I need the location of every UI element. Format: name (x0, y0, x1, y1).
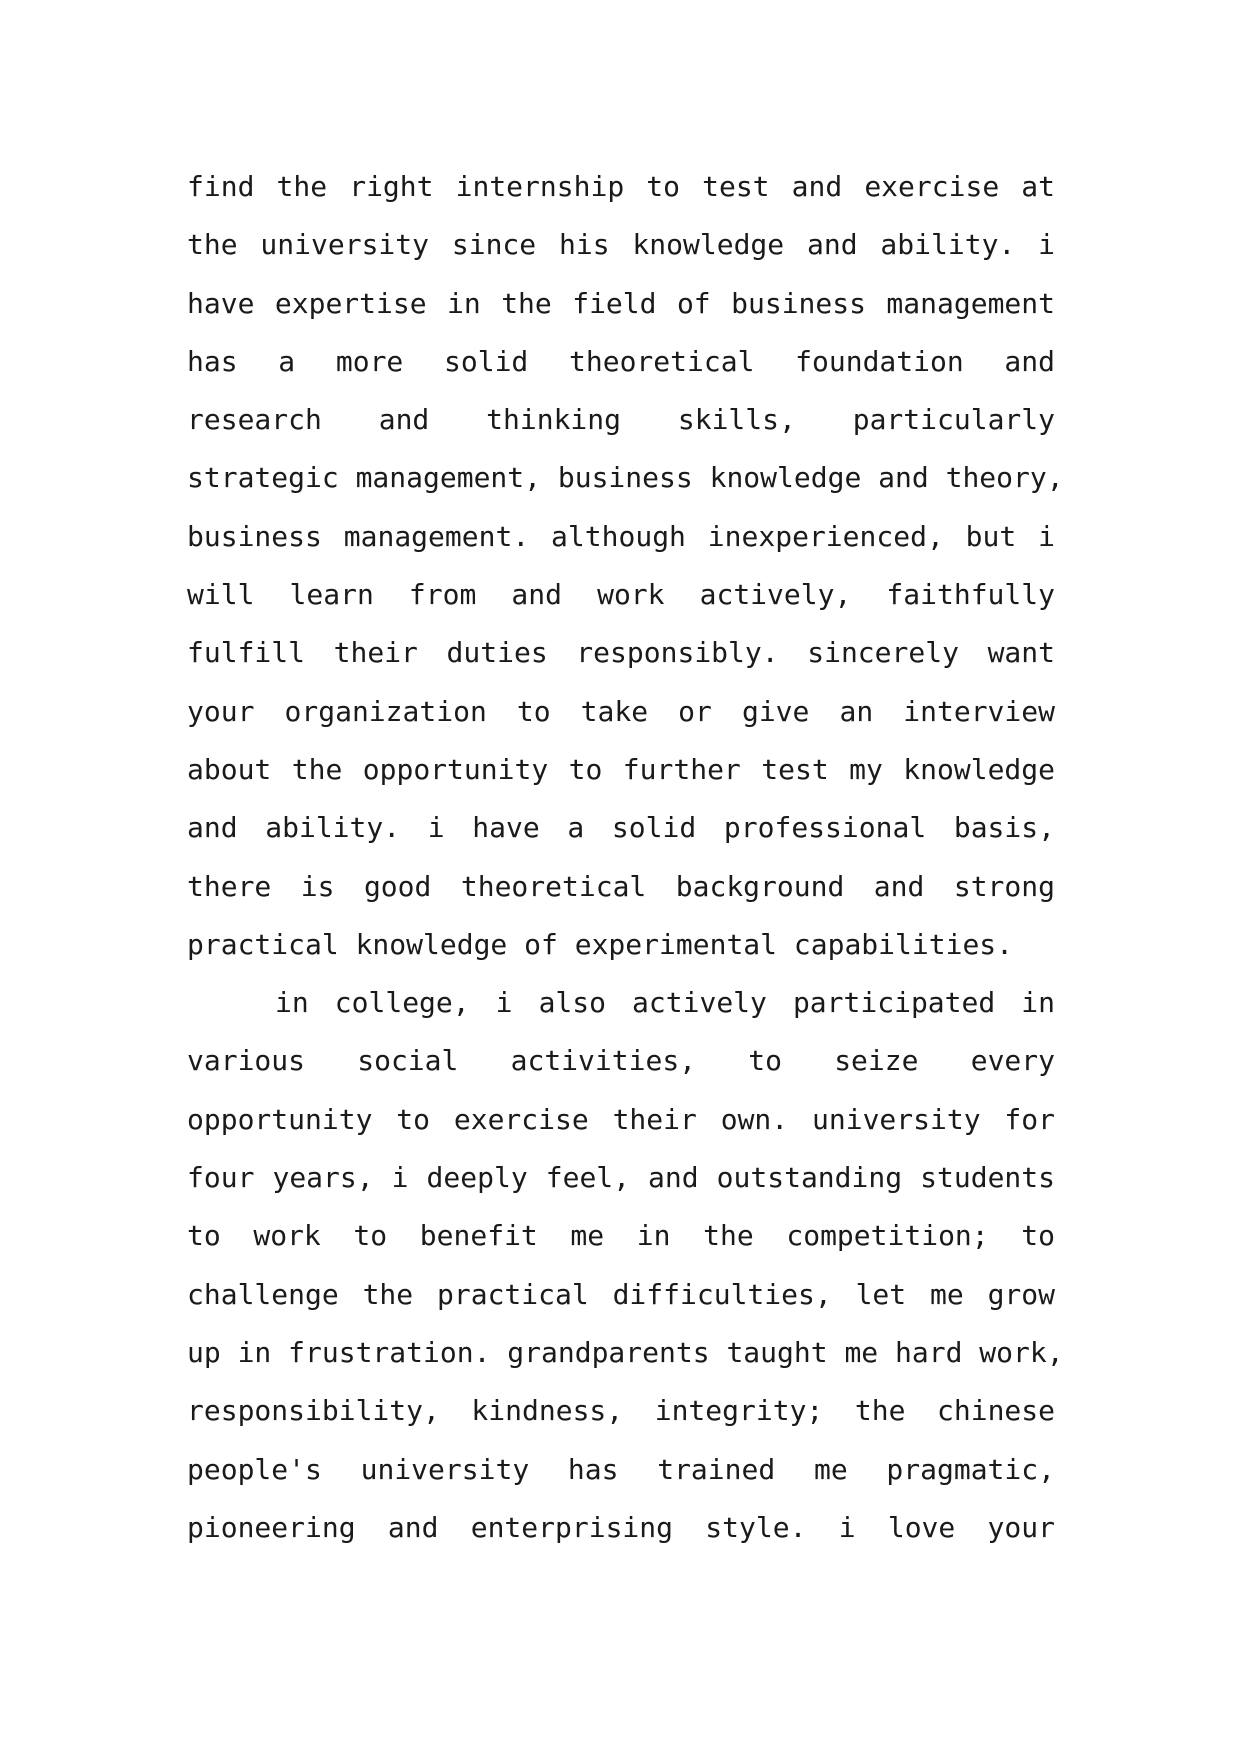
text-line: four years, i deeply feel, and outstanding students (187, 1161, 1055, 1195)
text-line: people's university has trained me pragmatic, (187, 1452, 1055, 1486)
text-line: strategic management, business knowledge and theory, (187, 461, 1064, 495)
text-line: research and thinking skills, particularly (187, 403, 1055, 437)
text-line: have expertise in the field of business management (187, 286, 1055, 320)
text-line: responsibility, kindness, integrity; the chinese (187, 1394, 1055, 1428)
text-line: there is good theoretical background and strong (187, 869, 1055, 903)
text-line: has a more solid theoretical foundation and (187, 344, 1055, 378)
text-line: up in frustration. grandparents taught me hard work, (187, 1335, 1064, 1369)
paragraph-end-line: practical knowledge of experimental capabilities. (187, 927, 1014, 961)
text-line: find the right internship to test and exercise at (187, 170, 1055, 203)
text-line: about the opportunity to further test my knowledge (187, 752, 1055, 786)
text-line: your organization to take or give an interview (187, 694, 1055, 728)
paragraph-start-line: in college, i also actively participated in (275, 986, 1055, 1020)
text-line: to work to benefit me in the competition; to (187, 1219, 1055, 1253)
text-line: fulfill their duties responsibly. sincerely want (187, 636, 1055, 670)
text-line: business management. although inexperienced, but i (187, 519, 1055, 553)
text-line: will learn from and work actively, faithfully (187, 578, 1055, 612)
text-line: and ability. i have a solid professional basis, (187, 811, 1055, 845)
text-line: the university since his knowledge and ability. i (187, 228, 1055, 262)
text-line: various social activities, to seize every (187, 1044, 1055, 1078)
text-line: opportunity to exercise their own. university for (187, 1102, 1055, 1136)
text-line: challenge the practical difficulties, let me grow (187, 1277, 1055, 1311)
text-line: pioneering and enterprising style. i love your (187, 1510, 1055, 1544)
body-text (187, 158, 1064, 1557)
